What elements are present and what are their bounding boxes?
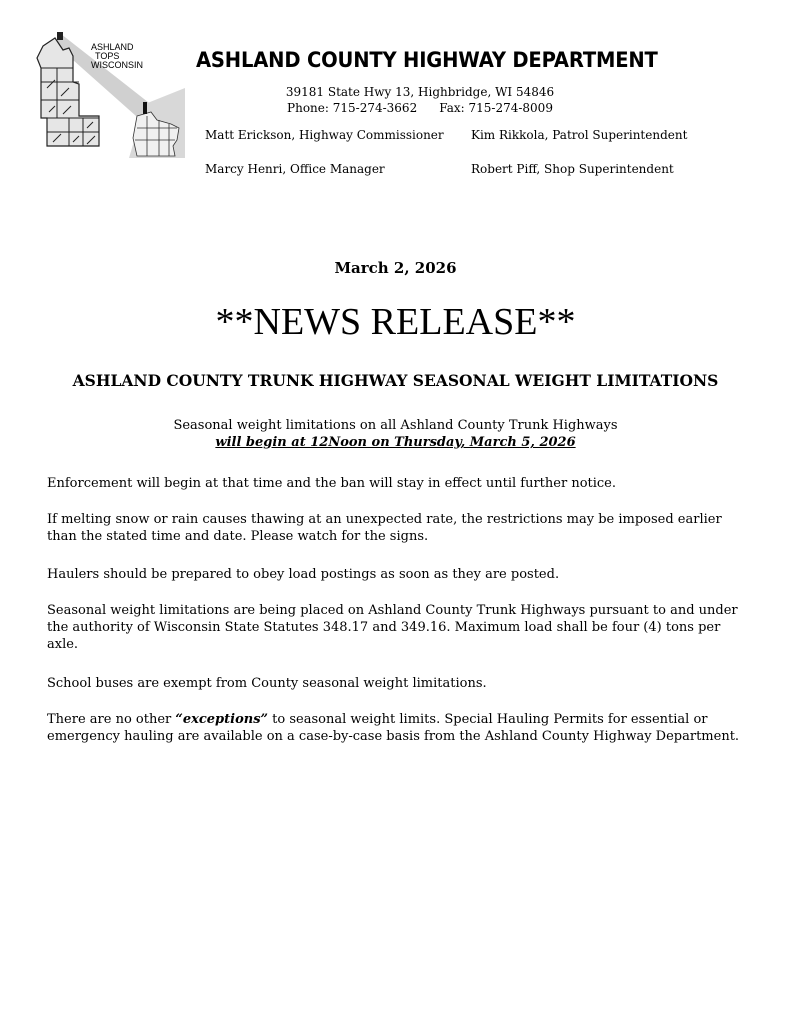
exceptions-text-after: to seasonal weight limits. Special Hauling Permits for essential or emergency hauling are available on a case-by-case basis from the Ashland County Highway Department. xyxy=(47,712,740,744)
department-title: ASHLAND COUNTY HIGHWAY DEPARTMENT xyxy=(196,48,658,72)
county-logo xyxy=(33,28,185,158)
staff-patrol-superintendent: Kim Rikkola, Patrol Superintendent xyxy=(471,128,688,142)
logo-text-ashland: ASHLAND xyxy=(91,42,134,52)
paragraph-enforcement: Enforcement will begin at that time and the ban will stay in effect until further notice. xyxy=(47,476,617,491)
exceptions-emphasis: “exceptions” xyxy=(175,712,269,727)
phone-number: Phone: 715-274-3662 xyxy=(287,101,418,115)
staff-office-manager: Marcy Henri, Office Manager xyxy=(205,162,385,176)
logo-text-tops: TOPS xyxy=(95,51,120,61)
release-subject: ASHLAND COUNTY TRUNK HIGHWAY SEASONAL WEIGHT LIMITATIONS xyxy=(72,371,719,390)
release-date: March 2, 2026 xyxy=(334,259,457,277)
paragraph-exceptions xyxy=(47,711,752,745)
paragraph-thawing: If melting snow or rain causes thawing at an unexpected rate, the restrictions may be imposed earlier than the stated time and date. Please watch for the signs. xyxy=(47,512,722,544)
paragraph-statutes: Seasonal weight limitations are being placed on Ashland County Trunk Highways pursuant to and under the authority of Wisconsin State Statutes 348.17 and 349.16. Maximum load shall be four (4) tons per axle. xyxy=(47,603,738,652)
paragraph-school-buses: School buses are exempt from County seasonal weight limitations. xyxy=(47,676,487,691)
contact-line xyxy=(205,101,635,115)
intro-line: Seasonal weight limitations on all Ashland County Trunk Highways xyxy=(173,418,618,433)
staff-commissioner: Matt Erickson, Highway Commissioner xyxy=(205,128,444,142)
paragraph-haulers: Haulers should be prepared to obey load postings as soon as they are posted. xyxy=(47,567,560,582)
fax-number: Fax: 715-274-8009 xyxy=(439,101,553,115)
address-line: 39181 State Hwy 13, Highbridge, WI 54846 xyxy=(285,85,555,99)
exceptions-text-before: There are no other xyxy=(47,712,176,727)
news-release-heading: **NEWS RELEASE** xyxy=(215,301,576,343)
logo-text-wisconsin: WISCONSIN xyxy=(91,60,144,70)
staff-shop-superintendent: Robert Piff, Shop Superintendent xyxy=(471,162,674,176)
start-date-line: will begin at 12Noon on Thursday, March 5, 2026 xyxy=(215,435,576,450)
